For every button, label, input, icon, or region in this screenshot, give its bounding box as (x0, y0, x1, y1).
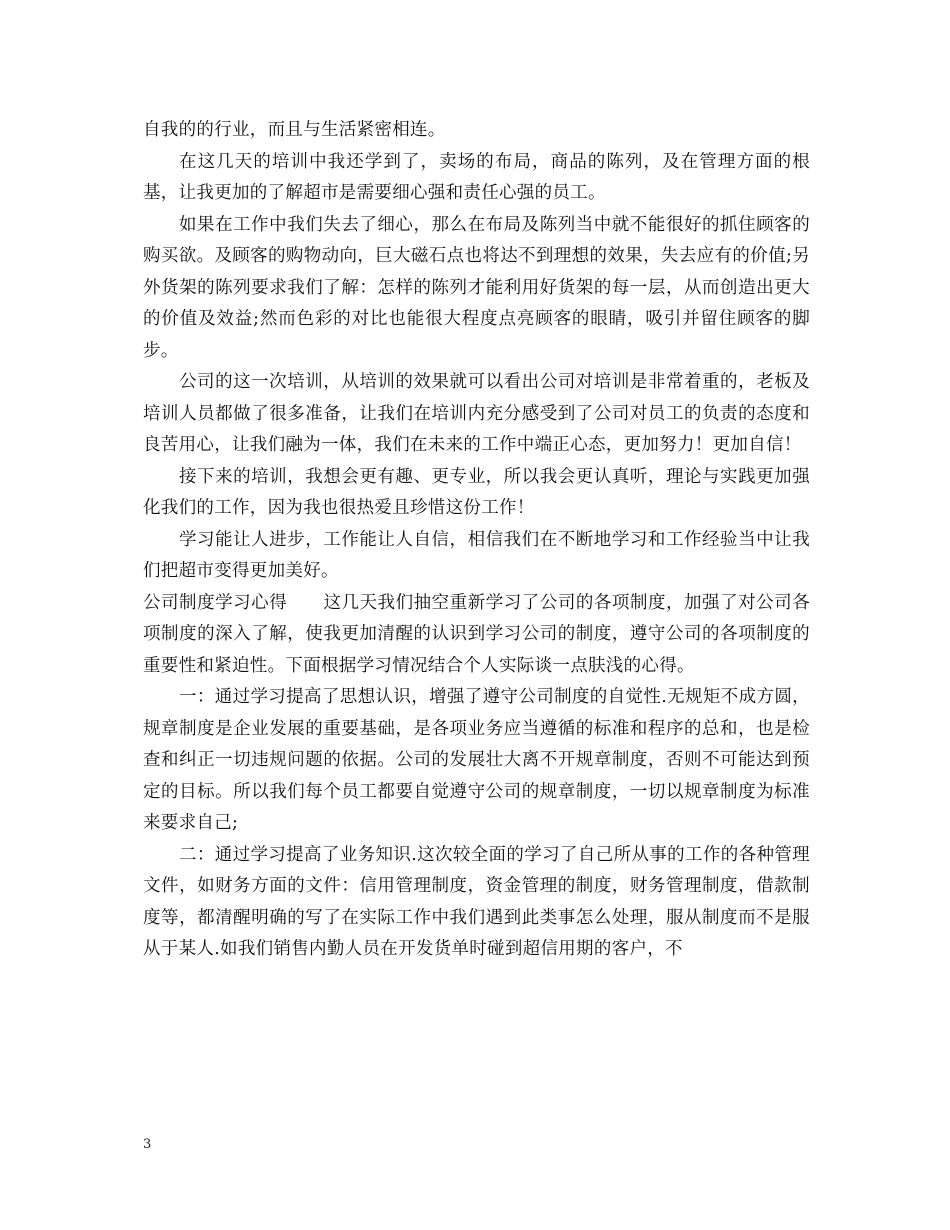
point-one: 一：通过学习提高了思想认识，增强了遵守公司制度的自觉性.无规矩不成方圆，规章制度是企业发展的重要基础，是各项业务应当遵循的标准和程序的总和，也是检查和纠正一切违规问题的依据。公司的发展壮大离不开规章制度，否则不可能达到预定的目标。所以我们每个员工都要自觉遵守公司的规章制度，一切以规章制度为标准来要求自己; (143, 687, 810, 833)
page-number: 3 (143, 1137, 152, 1152)
section-intro: 这几天我们抽空重新学习了公司的各项制度，加强了对公司各项制度的深入了解，使我更加清醒的认识到学习公司的制度，遵守公司的各项制度的重要性和紧迫性。下面根据学习情况结合个人实际谈一点肤浅的心得。 (143, 592, 810, 676)
paragraph-4: 公司的这一次培训，从培训的效果就可以看出公司对培训是非常着重的，老板及培训人员都做了很多准备，让我们在培训内充分感受到了公司对员工的负责的态度和良苦用心，让我们融为一体，我们在未来的工作中端正心态，更加努力！更加自信！ (143, 372, 810, 455)
section-paragraph (143, 588, 810, 683)
paragraph-1: 自我的的行业，而且与生活紧密相连。 (143, 120, 446, 140)
paragraph-2: 在这几天的培训中我还学到了，卖场的布局，商品的陈列，及在管理方面的根基，让我更加的了解超市是需要细心强和责任心强的员工。 (143, 151, 810, 203)
section-title: 公司制度学习心得 (143, 592, 288, 613)
document-body (143, 115, 810, 966)
point-two: 二：通过学习提高了业务知识.这次较全面的学习了自己所从事的工作的各种管理文件，如财务方面的文件：信用管理制度，资金管理的制度，财务管理制度，借款制度等，都清醒明确的写了在实际工作中我们遇到此类事怎么处理，服从制度而不是服从于某人.如我们销售内勤人员在开发货单时碰到超信用期的客户，不 (143, 844, 810, 959)
paragraph-5: 接下来的培训，我想会更有趣、更专业，所以我会更认真听，理论与实践更加强化我们的工作，因为我也很热爱且珍惜这份工作！ (143, 466, 810, 518)
paragraph-3: 如果在工作中我们失去了细心，那么在布局及陈列当中就不能很好的抓住顾客的购买欲。及顾客的购物动向，巨大磁石点也将达不到理想的效果，失去应有的价值;另外货架的陈列要求我们了解：怎样的陈列才能利用好货架的每一层，从而创造出更大的价值及效益;然而色彩的对比也能很大程度点亮顾客的眼睛，吸引并留住顾客的脚步。 (143, 214, 810, 361)
paragraph-6: 学习能让人进步，工作能让人自信，相信我们在不断地学习和工作经验当中让我们把超市变得更加美好。 (143, 529, 810, 581)
